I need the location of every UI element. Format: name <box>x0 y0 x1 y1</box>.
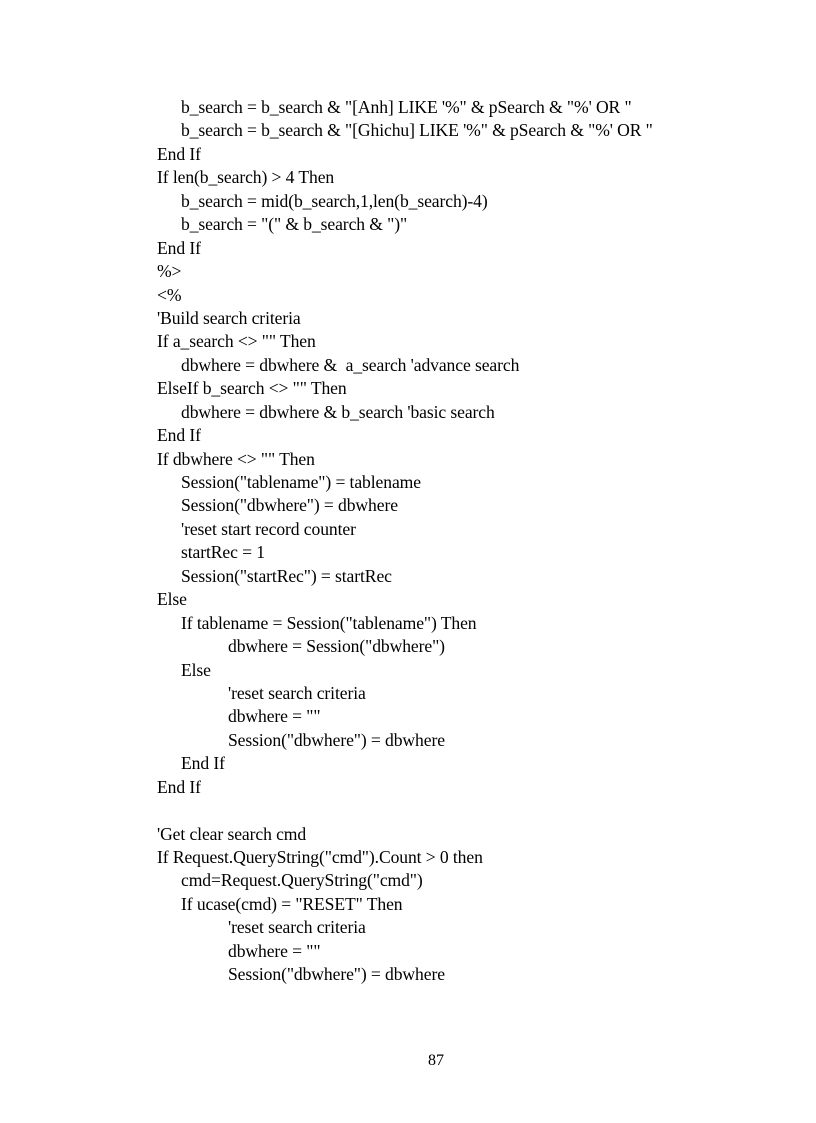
code-line: Session("startRec") = startRec <box>181 565 392 586</box>
page-number: 87 <box>428 1052 444 1069</box>
code-line: Session("dbwhere") = dbwhere <box>228 964 445 985</box>
code-line: End If <box>157 425 201 446</box>
code-line: %> <box>157 261 182 282</box>
code-listing <box>157 96 777 987</box>
code-line: ElseIf b_search <> "" Then <box>157 378 347 399</box>
code-line: startRec = 1 <box>181 542 265 563</box>
code-line: If tablename = Session("tablename") Then <box>181 612 477 633</box>
code-line: 'Build search criteria <box>157 307 301 328</box>
code-line: cmd=Request.QueryString("cmd") <box>181 870 423 891</box>
code-line: If a_search <> "" Then <box>157 331 316 352</box>
code-line: <% <box>157 284 182 305</box>
code-line: 'reset start record counter <box>181 518 356 539</box>
code-line: 'reset search criteria <box>228 682 366 703</box>
code-line <box>157 799 777 822</box>
code-line: Else <box>157 589 187 610</box>
code-line: If dbwhere <> "" Then <box>157 448 315 469</box>
code-line: If Request.QueryString("cmd").Count > 0 then <box>157 847 483 867</box>
code-line: b_search = "(" & b_search & ")" <box>181 214 408 235</box>
code-line: dbwhere = "" <box>228 706 321 727</box>
code-line: b_search = mid(b_search,1,len(b_search)-4) <box>181 190 488 211</box>
code-line: Session("dbwhere") = dbwhere <box>181 495 398 516</box>
code-line: End If <box>157 143 201 164</box>
code-line: If ucase(cmd) = "RESET" Then <box>181 893 403 914</box>
code-line: b_search = b_search & "[Ghichu] LIKE '%" & pSearch & "%' OR " <box>181 120 653 141</box>
code-line: End If <box>181 753 225 774</box>
code-line: dbwhere = dbwhere & b_search 'basic search <box>181 401 495 422</box>
code-line: b_search = b_search & "[Anh] LIKE '%" & pSearch & "%' OR " <box>181 97 632 117</box>
code-line: Session("dbwhere") = dbwhere <box>228 729 445 750</box>
code-line: End If <box>157 776 201 797</box>
code-line: dbwhere = dbwhere & a_search 'advance search <box>181 354 520 375</box>
code-line: 'Get clear search cmd <box>157 823 307 844</box>
code-line: Session("tablename") = tablename <box>181 472 421 492</box>
code-line: dbwhere = "" <box>228 940 321 961</box>
code-line: 'reset search criteria <box>228 917 366 938</box>
code-line: End If <box>157 237 201 258</box>
code-line: If len(b_search) > 4 Then <box>157 167 335 188</box>
code-line: dbwhere = Session("dbwhere") <box>228 636 445 657</box>
code-line: Else <box>181 659 211 680</box>
